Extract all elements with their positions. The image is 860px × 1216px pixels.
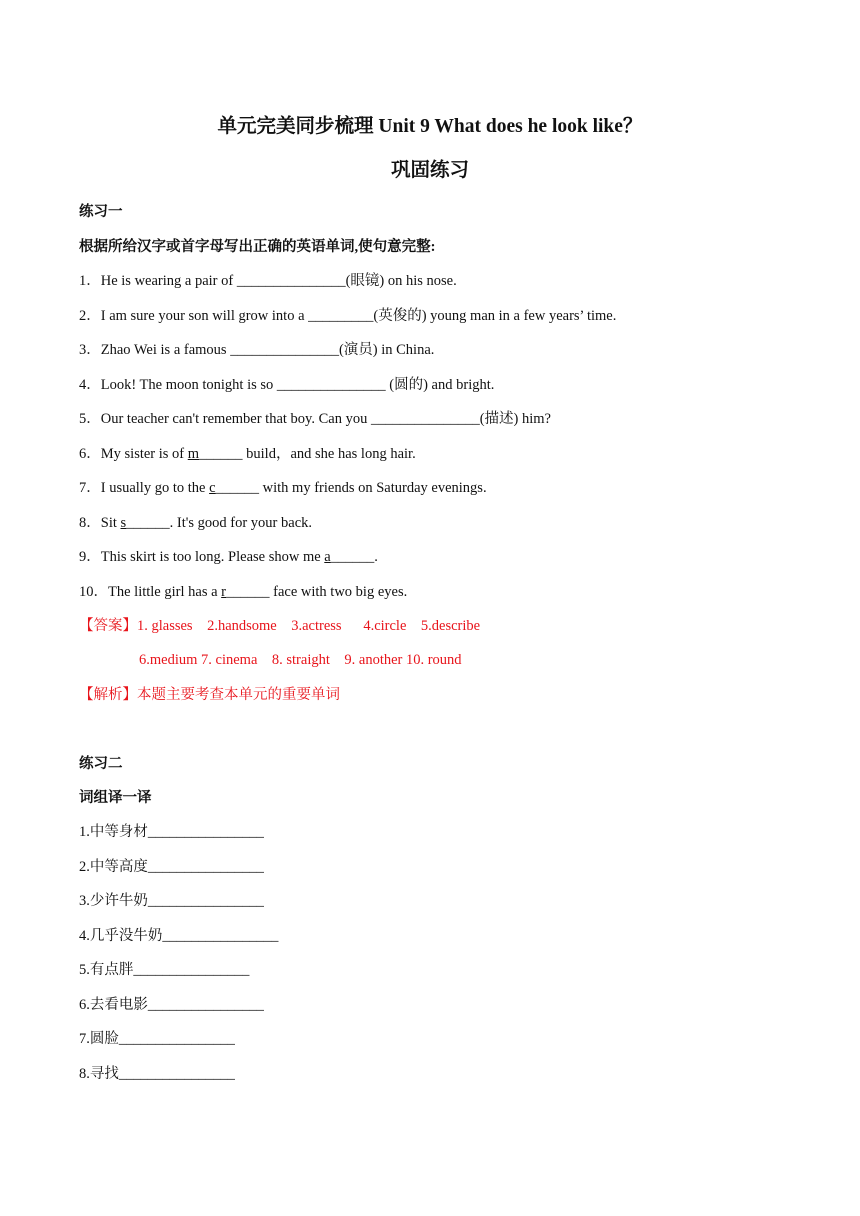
- phrase-item-7: 7.圆脸________________: [79, 1031, 235, 1047]
- answer-line: [79, 616, 480, 636]
- answer-text-2: 6.medium 7. cinema 8. straight 9. another 10. round: [139, 652, 462, 668]
- hint-letter: a: [324, 549, 331, 565]
- answer-label: 【答案】: [79, 618, 137, 634]
- text-fragment: ______.: [330, 549, 378, 565]
- phrase-item-6: 6.去看电影________________: [79, 997, 264, 1013]
- section1-heading: 练习一: [79, 204, 123, 220]
- hint-letter: s: [120, 515, 127, 531]
- analysis-label: 【解析】: [79, 687, 137, 703]
- doc-title: 单元完美同步梳理 Unit 9 What does he look like？: [217, 116, 643, 137]
- text-fragment: ______ with my friends on Saturday evenings.: [215, 480, 487, 496]
- phrase-item-8: 8.寻找________________: [79, 1066, 235, 1082]
- exercise-item-5: 5．Our teacher can't remember that boy. Can you _______________(描述) him?: [79, 411, 551, 427]
- analysis-text: 本题主要考查本单元的重要单词: [137, 687, 340, 703]
- phrase-item-2: 2.中等高度________________: [79, 859, 264, 875]
- section2-heading: 练习二: [79, 756, 123, 772]
- exercise-item-6: [79, 444, 416, 464]
- hint-letter: r: [221, 584, 226, 600]
- answer-text-1: 1. glasses 2.handsome 3.actress 4.circle 5.describe: [137, 618, 481, 634]
- phrase-item-1: 1.中等身材________________: [79, 824, 264, 840]
- text-fragment: 8．Sit: [79, 515, 121, 531]
- exercise-item-8: [79, 513, 312, 533]
- exercise-item-4: 4．Look! The moon tonight is so _______________ (圆的) and bright.: [79, 377, 495, 393]
- exercise-item-7: [79, 478, 487, 498]
- hint-letter: m: [187, 446, 200, 462]
- exercise-item-3: 3．Zhao Wei is a famous _______________(演员) in China.: [79, 342, 435, 358]
- exercise-item-1: 1．He is wearing a pair of _______________(眼镜) on his nose.: [79, 273, 457, 289]
- section1-instruction: 根据所给汉字或首字母写出正确的英语单词,使句意完整:: [79, 239, 436, 255]
- doc-subtitle: 巩固练习: [390, 160, 469, 181]
- exercise-item-9: [79, 547, 378, 567]
- phrase-item-3: 3.少许牛奶________________: [79, 893, 264, 909]
- text-fragment: 9．This skirt is too long. Please show me: [79, 549, 325, 565]
- section2-instruction: 词组译一译: [79, 790, 152, 806]
- text-fragment: ______. It's good for your back.: [126, 515, 313, 531]
- analysis-line: [79, 685, 340, 705]
- text-fragment: ______ build，and she has long hair.: [199, 446, 416, 462]
- phrase-item-4: 4.几乎没牛奶________________: [79, 928, 279, 944]
- text-fragment: 7．I usually go to the: [79, 480, 210, 496]
- text-fragment: 10．The little girl has a: [79, 584, 222, 600]
- text-fragment: 6．My sister is of: [79, 446, 188, 462]
- exercise-item-2: 2．I am sure your son will grow into a _________(英俊的) young man in a few years’ time.: [79, 308, 617, 324]
- phrase-item-5: 5.有点胖________________: [79, 962, 250, 978]
- text-fragment: ______ face with two big eyes.: [226, 584, 408, 600]
- exercise-item-10: [79, 582, 407, 602]
- hint-letter: c: [209, 480, 216, 496]
